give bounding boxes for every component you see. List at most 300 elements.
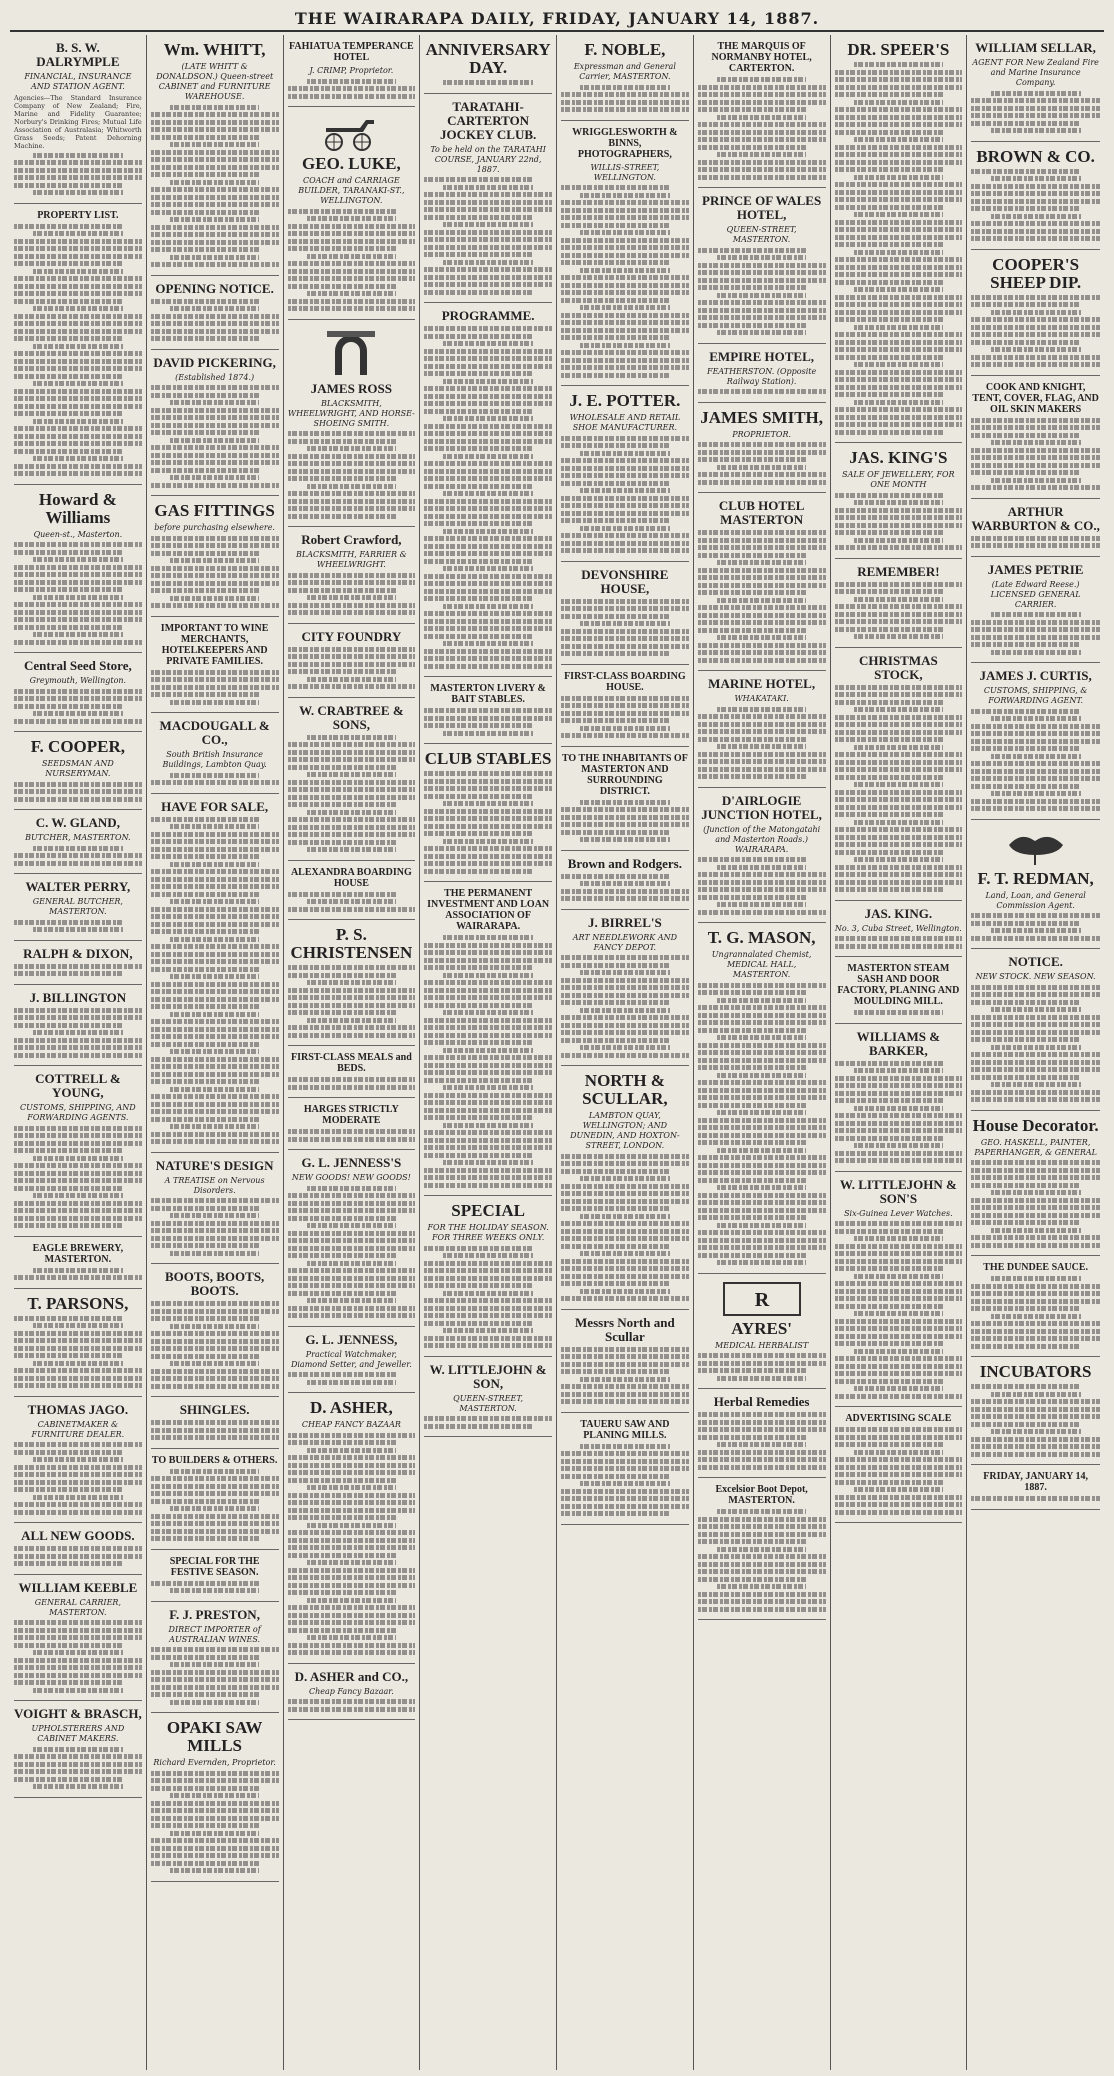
small-print-line bbox=[698, 85, 826, 90]
small-print-line bbox=[151, 892, 260, 897]
small-print-line bbox=[170, 475, 259, 480]
small-print-line bbox=[991, 1045, 1081, 1050]
small-print-line bbox=[835, 272, 963, 277]
small-print-line bbox=[698, 1163, 826, 1168]
columns bbox=[10, 35, 1104, 2070]
small-print-line bbox=[288, 817, 416, 822]
small-print-line bbox=[835, 1502, 963, 1507]
small-print-line bbox=[14, 587, 123, 592]
small-print-line bbox=[151, 408, 279, 413]
small-print-line bbox=[14, 1628, 142, 1633]
small-print-line bbox=[698, 130, 826, 135]
small-print-line bbox=[698, 175, 826, 180]
small-print-line bbox=[424, 559, 533, 564]
masthead: THE WAIRARAPA DAILY, FRIDAY, JANUARY 14, 1887. bbox=[10, 8, 1104, 32]
small-print-line bbox=[424, 349, 552, 354]
small-print-line bbox=[835, 1244, 963, 1249]
small-print-line bbox=[971, 433, 1080, 438]
small-print-line bbox=[424, 1246, 533, 1251]
small-print-line bbox=[698, 122, 826, 127]
small-print-line bbox=[14, 239, 142, 244]
ad-heading: MACDOUGALL & CO., bbox=[159, 718, 270, 747]
small-print-line bbox=[835, 242, 944, 247]
advertisement bbox=[288, 624, 416, 698]
small-print-line bbox=[561, 511, 689, 516]
small-print-line bbox=[14, 1178, 142, 1183]
small-print-line bbox=[151, 415, 279, 420]
ad-heading: G. L. JENNESS, bbox=[305, 1331, 398, 1347]
small-print-line bbox=[835, 310, 963, 315]
small-print-line bbox=[288, 269, 416, 274]
small-print-line bbox=[561, 889, 689, 894]
small-print-line bbox=[288, 647, 416, 652]
advertisement bbox=[698, 1274, 826, 1390]
small-print-line bbox=[698, 767, 826, 772]
small-print-line bbox=[424, 1313, 552, 1318]
small-print-line bbox=[443, 222, 532, 227]
small-print-line bbox=[835, 715, 963, 720]
ad-heading: NATURE'S DESIGN bbox=[155, 1157, 274, 1173]
small-print-line bbox=[835, 370, 963, 375]
small-print-line bbox=[170, 1324, 259, 1329]
ad-heading: FIRST-CLASS BOARDING HOUSE. bbox=[564, 670, 686, 693]
small-print-line bbox=[971, 1015, 1100, 1020]
advertisement bbox=[424, 35, 552, 94]
advertisement bbox=[424, 744, 552, 882]
small-print-line bbox=[698, 248, 807, 253]
ad-subheading: BLACKSMITH, FARRIER & WHEELWRIGHT. bbox=[296, 550, 407, 569]
advertisement bbox=[14, 1289, 142, 1397]
small-print-line bbox=[14, 1216, 142, 1221]
small-print-line bbox=[170, 1087, 259, 1092]
small-print-line bbox=[424, 1283, 533, 1288]
small-print-line bbox=[288, 1077, 416, 1082]
small-print-line bbox=[14, 1554, 142, 1559]
advertisement bbox=[971, 499, 1100, 557]
small-print-line bbox=[151, 869, 279, 874]
small-print-line bbox=[971, 332, 1100, 337]
small-print-line bbox=[971, 1299, 1100, 1304]
small-print-line bbox=[288, 476, 397, 481]
small-print-line bbox=[288, 239, 416, 244]
small-print-line bbox=[717, 598, 806, 603]
small-print-line bbox=[835, 865, 963, 870]
small-print-line bbox=[14, 1038, 142, 1043]
small-print-line bbox=[580, 1481, 669, 1486]
small-print-line bbox=[561, 1399, 689, 1404]
small-print-line bbox=[698, 1005, 826, 1010]
small-print-line bbox=[424, 192, 552, 197]
small-print-line bbox=[424, 177, 533, 182]
small-print-line bbox=[288, 1313, 416, 1318]
small-print-line bbox=[14, 1658, 142, 1663]
small-print-line bbox=[971, 184, 1100, 189]
small-print-line bbox=[288, 662, 416, 667]
small-print-line bbox=[151, 210, 260, 215]
ad-heading: F. COOPER, bbox=[30, 737, 126, 756]
small-print-line bbox=[424, 364, 552, 369]
small-print-line bbox=[424, 200, 552, 205]
small-print-line bbox=[288, 284, 397, 289]
small-print-line bbox=[424, 267, 552, 272]
small-print-line bbox=[443, 454, 532, 459]
ad-subheading: WHOLESALE AND RETAIL SHOE MANUFACTURER. bbox=[569, 413, 681, 432]
small-print-line bbox=[698, 1517, 826, 1522]
small-print-line bbox=[288, 1590, 397, 1595]
small-print-line bbox=[14, 610, 142, 615]
advertisement bbox=[971, 557, 1100, 664]
small-print-line bbox=[307, 980, 396, 985]
small-print-line bbox=[151, 1655, 260, 1660]
small-print-line bbox=[424, 1033, 552, 1038]
small-print-line bbox=[288, 1538, 416, 1543]
small-print-line bbox=[561, 1199, 689, 1204]
advertisement bbox=[14, 1397, 142, 1524]
small-print-line bbox=[835, 1341, 944, 1346]
small-print-line bbox=[561, 711, 689, 716]
ad-heading: JAMES PETRIE bbox=[987, 561, 1084, 577]
ad-heading: J. BILLINGTON bbox=[29, 989, 127, 1005]
small-print-line bbox=[443, 566, 532, 571]
small-print-line bbox=[561, 223, 670, 228]
small-print-line bbox=[698, 1353, 826, 1358]
small-print-line bbox=[835, 850, 944, 855]
small-print-line bbox=[151, 588, 260, 593]
small-print-line bbox=[424, 649, 552, 654]
small-print-line bbox=[424, 1145, 552, 1150]
small-print-line bbox=[288, 892, 397, 897]
small-print-line bbox=[288, 1003, 416, 1008]
small-print-line bbox=[14, 920, 123, 925]
ad-subheading: (Junction of the Matongatahi and Masterton Roads.) WAIRARAPA. bbox=[703, 824, 821, 854]
small-print-line bbox=[835, 415, 963, 420]
small-print-line bbox=[835, 347, 963, 352]
small-print-line bbox=[288, 1231, 416, 1236]
ad-heading: HAVE FOR SALE, bbox=[161, 798, 269, 814]
small-print-line bbox=[288, 742, 416, 747]
small-print-line bbox=[151, 847, 279, 852]
small-print-line bbox=[151, 1376, 279, 1381]
small-print-line bbox=[424, 1153, 533, 1158]
small-print-line bbox=[698, 872, 826, 877]
small-print-line bbox=[561, 696, 689, 701]
small-print-line bbox=[580, 837, 669, 842]
small-print-line bbox=[835, 197, 963, 202]
small-print-line bbox=[561, 874, 670, 879]
small-print-line bbox=[151, 877, 279, 882]
small-print-line bbox=[835, 130, 944, 135]
column-7 bbox=[831, 35, 968, 2070]
small-print-line bbox=[424, 854, 552, 859]
small-print-line bbox=[580, 488, 669, 493]
small-print-line bbox=[151, 232, 279, 237]
small-print-line bbox=[151, 1309, 279, 1314]
small-print-line bbox=[561, 896, 689, 901]
small-print-line bbox=[33, 1747, 122, 1752]
small-print-line bbox=[835, 377, 963, 382]
small-print-line bbox=[971, 769, 1100, 774]
small-print-line bbox=[424, 1261, 552, 1266]
small-print-line bbox=[151, 1536, 260, 1541]
small-print-line bbox=[424, 626, 552, 631]
small-print-line bbox=[151, 195, 279, 200]
small-print-line bbox=[288, 1291, 397, 1296]
small-print-line bbox=[698, 285, 807, 290]
small-print-line bbox=[698, 575, 826, 580]
ad-heading: CLUB HOTEL MASTERTON bbox=[718, 498, 805, 527]
small-print-line bbox=[698, 1215, 807, 1220]
small-print-line bbox=[698, 1420, 826, 1425]
small-print-line bbox=[443, 935, 532, 940]
small-print-line bbox=[835, 775, 944, 780]
small-print-line bbox=[835, 1091, 963, 1096]
small-print-line bbox=[971, 1321, 1100, 1326]
small-print-line bbox=[835, 1427, 963, 1432]
small-print-line bbox=[561, 963, 670, 968]
small-print-line bbox=[151, 1132, 279, 1137]
small-print-line bbox=[14, 1769, 142, 1774]
small-print-line bbox=[698, 1065, 807, 1070]
small-print-line bbox=[698, 752, 826, 757]
small-print-line bbox=[151, 566, 279, 571]
small-print-line bbox=[170, 105, 259, 110]
small-print-line bbox=[835, 805, 963, 810]
small-print-line bbox=[971, 799, 1100, 804]
small-print-line bbox=[698, 910, 826, 915]
small-print-line bbox=[698, 774, 807, 779]
small-print-line bbox=[835, 752, 963, 757]
small-print-line bbox=[424, 1321, 533, 1326]
small-print-line bbox=[424, 1078, 533, 1083]
small-print-line bbox=[580, 343, 669, 348]
small-print-line bbox=[151, 1346, 279, 1351]
small-print-line bbox=[424, 779, 552, 784]
small-print-line bbox=[14, 366, 142, 371]
small-print-line bbox=[854, 1068, 943, 1073]
small-print-line bbox=[580, 305, 669, 310]
small-print-line bbox=[151, 225, 279, 230]
small-print-line bbox=[971, 1496, 1100, 1501]
small-print-line bbox=[698, 568, 826, 573]
small-print-line bbox=[424, 506, 552, 511]
small-print-line bbox=[14, 1346, 142, 1351]
small-print-line bbox=[835, 355, 944, 360]
small-print-line bbox=[424, 334, 533, 339]
small-print-line bbox=[307, 1186, 396, 1191]
small-print-line bbox=[151, 112, 279, 117]
small-print-line bbox=[835, 205, 944, 210]
advertisement bbox=[14, 35, 142, 204]
small-print-line bbox=[698, 1577, 807, 1582]
small-print-line bbox=[424, 1115, 533, 1120]
small-print-line bbox=[971, 1060, 1100, 1065]
small-print-line bbox=[33, 456, 122, 461]
small-print-line bbox=[424, 521, 533, 526]
ad-subheading: UPHOLSTERERS AND CABINET MAKERS. bbox=[31, 1724, 125, 1743]
small-print-line bbox=[835, 265, 963, 270]
ad-heading: C. W. GLAND, bbox=[35, 815, 120, 830]
ad-heading: THE MARQUIS OF NORMANBY HOTEL, CARTERTON. bbox=[711, 41, 812, 74]
small-print-line bbox=[151, 1853, 279, 1858]
advertisement bbox=[151, 1264, 279, 1397]
small-print-line bbox=[170, 1012, 259, 1017]
small-print-line bbox=[424, 499, 552, 504]
small-print-line bbox=[561, 1161, 689, 1166]
small-print-line bbox=[698, 1193, 826, 1198]
small-print-line bbox=[170, 558, 259, 563]
small-print-line bbox=[424, 958, 552, 963]
small-print-line bbox=[835, 612, 963, 617]
small-print-line bbox=[835, 1442, 944, 1447]
small-print-line bbox=[443, 260, 532, 265]
small-print-line bbox=[854, 597, 943, 602]
small-print-line bbox=[14, 404, 142, 409]
small-print-line bbox=[443, 341, 532, 346]
small-print-line bbox=[151, 393, 260, 398]
small-print-line bbox=[170, 217, 259, 222]
advertisement bbox=[288, 1150, 416, 1327]
small-print-line bbox=[854, 100, 943, 105]
ad-heading: WILLIAM SELLAR, bbox=[975, 40, 1096, 55]
small-print-line bbox=[288, 1193, 416, 1198]
small-print-line bbox=[561, 1266, 689, 1271]
small-print-line bbox=[288, 1650, 416, 1655]
small-print-line bbox=[698, 160, 826, 165]
small-print-line bbox=[151, 1004, 260, 1009]
small-print-line bbox=[698, 1435, 807, 1440]
small-print-line bbox=[854, 325, 943, 330]
small-print-line bbox=[443, 731, 532, 736]
small-print-line bbox=[698, 1592, 826, 1597]
small-print-line bbox=[698, 1155, 826, 1160]
advertisement bbox=[288, 1664, 416, 1721]
small-print-line bbox=[443, 1291, 532, 1296]
ad-subheading: QUEEN-STREET, MASTERTON. bbox=[453, 1393, 524, 1413]
small-print-line bbox=[151, 1816, 279, 1821]
ad-subheading: BLACKSMITH, WHEELWRIGHT, AND HORSE-SHOEING SMITH. bbox=[287, 398, 415, 428]
small-print-line bbox=[561, 313, 689, 318]
small-print-line bbox=[835, 1394, 963, 1399]
ad-subheading: Land, Loan, and General Commission Agent. bbox=[985, 890, 1086, 910]
small-print-line bbox=[835, 1510, 963, 1515]
ad-heading: MASTERTON LIVERY & BAIT STABLES. bbox=[430, 683, 546, 705]
small-print-line bbox=[561, 614, 670, 619]
small-print-line bbox=[835, 1281, 963, 1286]
small-print-line bbox=[288, 1620, 416, 1625]
small-print-line bbox=[14, 374, 123, 379]
small-print-line bbox=[151, 1369, 279, 1374]
small-print-line bbox=[717, 152, 806, 157]
ad-subheading: SALE OF JEWELLERY, FOR ONE MONTH bbox=[842, 470, 955, 489]
small-print-line bbox=[151, 1236, 279, 1241]
small-print-line bbox=[561, 1000, 670, 1005]
small-print-line bbox=[14, 1777, 123, 1782]
small-print-line bbox=[170, 1213, 259, 1218]
small-print-line bbox=[717, 465, 806, 470]
small-print-line bbox=[14, 617, 142, 622]
ad-subheading: FOR THE HOLIDAY SEASON. FOR THREE WEEKS ONLY. bbox=[427, 1223, 549, 1242]
small-print-line bbox=[971, 1243, 1100, 1248]
advertisement bbox=[424, 1357, 552, 1438]
small-print-line bbox=[971, 1437, 1100, 1442]
small-print-line bbox=[991, 1276, 1081, 1281]
small-print-line bbox=[424, 1268, 552, 1273]
small-print-line bbox=[288, 1201, 416, 1206]
small-print-line bbox=[971, 1399, 1100, 1404]
small-print-line bbox=[835, 515, 963, 520]
advertisement bbox=[151, 1602, 279, 1714]
small-print-line bbox=[288, 1137, 416, 1142]
small-print-line bbox=[835, 122, 963, 127]
ad-heading: JAMES ROSS bbox=[310, 380, 393, 396]
advertisement bbox=[14, 941, 142, 985]
small-print-line bbox=[561, 1221, 689, 1226]
ad-heading: W. LITTLEJOHN & SON, bbox=[429, 1361, 547, 1391]
small-print-line bbox=[151, 1042, 260, 1047]
small-print-line bbox=[835, 1472, 963, 1477]
small-print-line bbox=[424, 1055, 552, 1060]
small-print-line bbox=[835, 1136, 944, 1141]
small-print-line bbox=[971, 724, 1100, 729]
small-print-line bbox=[170, 400, 259, 405]
small-print-line bbox=[307, 810, 396, 815]
small-print-line bbox=[14, 411, 123, 416]
small-print-line bbox=[971, 113, 1100, 118]
small-print-line bbox=[424, 1108, 552, 1113]
small-print-line bbox=[971, 1344, 1080, 1349]
small-print-line bbox=[151, 1198, 279, 1203]
small-print-line bbox=[424, 1343, 552, 1348]
small-print-line bbox=[288, 654, 416, 659]
small-print-line bbox=[288, 1583, 416, 1588]
small-print-line bbox=[151, 1801, 279, 1806]
advertisement bbox=[14, 732, 142, 810]
small-print-line bbox=[698, 308, 826, 313]
small-print-line bbox=[307, 1560, 396, 1565]
small-print-line bbox=[561, 275, 689, 280]
small-print-line bbox=[835, 827, 963, 832]
advertisement bbox=[971, 949, 1100, 1111]
small-print-line bbox=[151, 120, 279, 125]
advertisement bbox=[698, 923, 826, 1274]
small-print-line bbox=[835, 589, 944, 594]
small-print-line bbox=[835, 1076, 963, 1081]
small-print-line bbox=[835, 422, 963, 427]
small-print-line bbox=[971, 1205, 1100, 1210]
ad-subheading: Richard Evernden, Proprietor. bbox=[153, 1758, 276, 1767]
advertisement bbox=[151, 1713, 279, 1882]
small-print-line bbox=[151, 1521, 279, 1526]
small-print-line bbox=[971, 1407, 1100, 1412]
small-print-line bbox=[835, 880, 963, 885]
ad-heading: DEVONSHIRE HOUSE, bbox=[581, 566, 669, 596]
small-print-line bbox=[971, 463, 1100, 468]
small-print-line bbox=[698, 472, 826, 477]
small-print-line bbox=[717, 1260, 806, 1265]
small-print-line bbox=[424, 995, 552, 1000]
small-print-line bbox=[288, 1478, 397, 1483]
ad-heading: Herbal Remedies bbox=[713, 1394, 810, 1409]
small-print-line bbox=[307, 735, 396, 740]
ad-subheading: GEO. HASKELL, PAINTER, PAPERHANGER, & GENERAL bbox=[974, 1137, 1097, 1157]
small-print-line bbox=[170, 1049, 259, 1054]
small-print-line bbox=[288, 795, 416, 800]
small-print-line bbox=[288, 1545, 416, 1550]
small-print-line bbox=[14, 550, 123, 555]
small-print-line bbox=[698, 1607, 826, 1612]
small-print-line bbox=[835, 227, 963, 232]
advertisement bbox=[698, 1389, 826, 1478]
